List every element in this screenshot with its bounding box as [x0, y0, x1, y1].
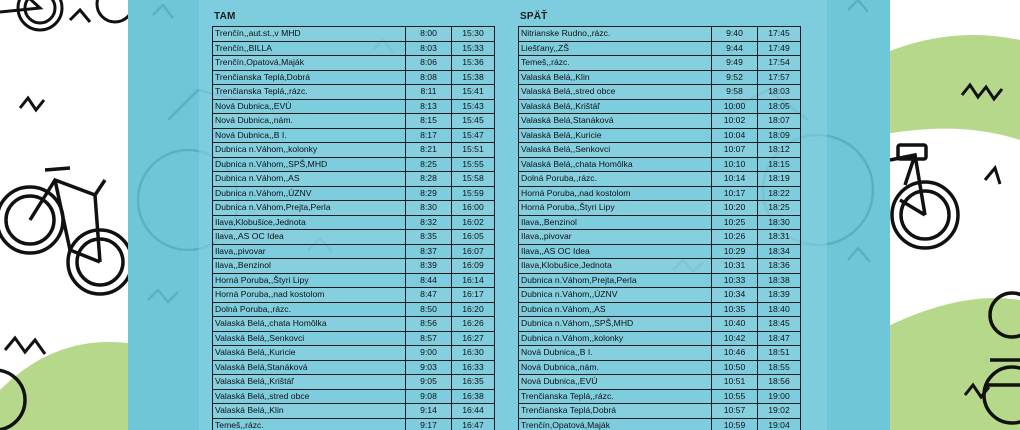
stop-name: Trenčín,,BILLA [213, 41, 406, 56]
departure-time-afternoon: 18:09 [758, 128, 801, 143]
departure-time-morning: 10:34 [712, 288, 758, 303]
departure-time-afternoon: 15:58 [452, 172, 495, 187]
stop-name: Valaská Belá,,Krištáľ [213, 375, 406, 390]
stop-name: Valaská Belá,,Klin [213, 404, 406, 419]
table-row [213, 360, 495, 375]
departure-time-morning: 10:57 [712, 404, 758, 419]
departure-time-afternoon: 18:31 [758, 230, 801, 245]
departure-time-morning: 8:21 [406, 143, 452, 158]
stop-name: Valaská Belá,Stanáková [213, 360, 406, 375]
table-row [213, 404, 495, 419]
table-row [519, 375, 801, 390]
departure-time-afternoon: 16:05 [452, 230, 495, 245]
departure-time-morning: 10:29 [712, 244, 758, 259]
departure-time-morning: 9:44 [712, 41, 758, 56]
departure-time-morning: 8:35 [406, 230, 452, 245]
green-hill-right-top [880, 35, 1020, 140]
table-row [213, 215, 495, 230]
stop-name: Trenčín,Opatová,Maják [519, 418, 712, 430]
departure-time-afternoon: 18:15 [758, 157, 801, 172]
stop-name: Temeš,,rázc. [519, 56, 712, 71]
departure-time-morning: 8:28 [406, 172, 452, 187]
stop-name: Ilava,,Benzinol [213, 259, 406, 274]
stop-name: Nová Dubnica,,nám. [519, 360, 712, 375]
table-row [519, 288, 801, 303]
table-row [519, 259, 801, 274]
departure-time-afternoon: 16:17 [452, 288, 495, 303]
stop-name: Valaská Belá,,Kuricie [519, 128, 712, 143]
departure-time-morning: 8:37 [406, 244, 452, 259]
departure-time-morning: 10:50 [712, 360, 758, 375]
table-row [213, 259, 495, 274]
departure-time-afternoon: 15:36 [452, 56, 495, 71]
departure-time-afternoon: 18:25 [758, 201, 801, 216]
departure-time-morning: 10:17 [712, 186, 758, 201]
heading-spat: SPÄŤ [520, 11, 548, 22]
departure-time-afternoon: 18:19 [758, 172, 801, 187]
stop-name: Horná Poruba,,nad kostolom [213, 288, 406, 303]
stop-name: Ilava,,Benzinol [519, 215, 712, 230]
stop-name: Dubnica n.Váhom,,AS [519, 302, 712, 317]
departure-time-morning: 8:15 [406, 114, 452, 129]
table-row [213, 288, 495, 303]
departure-time-afternoon: 16:00 [452, 201, 495, 216]
departure-time-afternoon: 19:04 [758, 418, 801, 430]
departure-time-morning: 9:14 [406, 404, 452, 419]
departure-time-afternoon: 18:47 [758, 331, 801, 346]
table-row [519, 389, 801, 404]
departure-time-afternoon: 15:51 [452, 143, 495, 158]
green-hill-right-bottom [880, 298, 1020, 430]
table-row [519, 143, 801, 158]
departure-time-morning: 8:57 [406, 331, 452, 346]
table-row [519, 70, 801, 85]
stop-name: Valaská Belá,,Senkovci [213, 331, 406, 346]
bicycle-icon [890, 145, 958, 248]
table-row [213, 56, 495, 71]
stop-name: Nová Dubnica,,EVÚ [213, 99, 406, 114]
table-row [519, 172, 801, 187]
stop-name: Ilava,Klobušice,Jednota [213, 215, 406, 230]
departure-time-morning: 8:25 [406, 157, 452, 172]
zigzag-scribble-icon [70, 10, 90, 22]
stop-name: Nitrianske Rudno,,rázc. [519, 27, 712, 42]
table-row [519, 41, 801, 56]
departure-time-morning: 9:40 [712, 27, 758, 42]
table-row [213, 70, 495, 85]
table-row [213, 41, 495, 56]
departure-time-morning: 10:55 [712, 389, 758, 404]
heading-tam: TAM [214, 11, 236, 22]
table-row [519, 157, 801, 172]
table-row [519, 404, 801, 419]
departure-time-afternoon: 16:07 [452, 244, 495, 259]
table-row [213, 99, 495, 114]
table-row [213, 143, 495, 158]
departure-time-afternoon: 18:30 [758, 215, 801, 230]
stop-name: Dubnica n.Váhom,,SPŠ,MHD [213, 157, 406, 172]
table-row [519, 128, 801, 143]
departure-time-morning: 10:07 [712, 143, 758, 158]
stop-name: Dolná Poruba,,rázc. [213, 302, 406, 317]
departure-time-afternoon: 16:09 [452, 259, 495, 274]
stop-name: Dubnica n.Váhom,,ÚZNV [213, 186, 406, 201]
departure-time-afternoon: 17:49 [758, 41, 801, 56]
departure-time-morning: 9:08 [406, 389, 452, 404]
table-row [519, 244, 801, 259]
departure-time-morning: 8:39 [406, 259, 452, 274]
departure-time-afternoon: 18:55 [758, 360, 801, 375]
departure-time-afternoon: 15:38 [452, 70, 495, 85]
departure-time-afternoon: 15:59 [452, 186, 495, 201]
stop-name: Horná Poruba,,nad kostolom [519, 186, 712, 201]
table-row [213, 418, 495, 430]
stop-name: Ilava,Klobušice,Jednota [519, 259, 712, 274]
departure-time-afternoon: 18:34 [758, 244, 801, 259]
stop-name: Ilava,,AS OC Idea [519, 244, 712, 259]
stop-name: Valaská Belá,,Senkovci [519, 143, 712, 158]
stop-name: Horná Poruba,,Štyri Lipy [213, 273, 406, 288]
stop-name: Dubnica n.Váhom,Prejta,Perla [213, 201, 406, 216]
stop-name: Trenčín,,aut.st.,v MHD [213, 27, 406, 42]
stop-name: Trenčianska Teplá,,rázc. [519, 389, 712, 404]
departure-time-afternoon: 16:14 [452, 273, 495, 288]
departure-time-morning: 8:44 [406, 273, 452, 288]
departure-time-afternoon: 19:02 [758, 404, 801, 419]
departure-time-morning: 8:30 [406, 201, 452, 216]
stop-name: Trenčianska Teplá,,rázc. [213, 85, 406, 100]
departure-time-morning: 9:05 [406, 375, 452, 390]
table-row [213, 157, 495, 172]
departure-time-afternoon: 18:12 [758, 143, 801, 158]
table-row [213, 186, 495, 201]
departure-time-morning: 8:47 [406, 288, 452, 303]
stop-name: Valaská Belá,,chata Homôlka [213, 317, 406, 332]
departure-time-morning: 10:51 [712, 375, 758, 390]
table-row [519, 201, 801, 216]
timetable-tam [212, 26, 495, 430]
stop-name: Dubnica n.Váhom,,AS [213, 172, 406, 187]
table-row [213, 346, 495, 361]
table-row [213, 244, 495, 259]
stop-name: Dubnica n.Váhom,,SPŠ,MHD [519, 317, 712, 332]
departure-time-morning: 10:20 [712, 201, 758, 216]
departure-time-afternoon: 16:26 [452, 317, 495, 332]
departure-time-morning: 10:40 [712, 317, 758, 332]
departure-time-afternoon: 18:36 [758, 259, 801, 274]
zigzag-scribble-icon [5, 338, 45, 354]
departure-time-afternoon: 18:38 [758, 273, 801, 288]
departure-time-morning: 8:17 [406, 128, 452, 143]
departure-time-morning: 8:00 [406, 27, 452, 42]
departure-time-afternoon: 17:57 [758, 70, 801, 85]
table-row [213, 331, 495, 346]
stop-name: Valaská Belá,,chata Homôlka [519, 157, 712, 172]
departure-time-morning: 10:26 [712, 230, 758, 245]
departure-time-morning: 8:03 [406, 41, 452, 56]
departure-time-morning: 8:29 [406, 186, 452, 201]
table-row [213, 27, 495, 42]
departure-time-morning: 8:08 [406, 70, 452, 85]
table-row [213, 128, 495, 143]
departure-time-afternoon: 16:20 [452, 302, 495, 317]
table-row [519, 273, 801, 288]
stop-name: Dubnica n.Váhom,,ÚZNV [519, 288, 712, 303]
departure-time-afternoon: 16:44 [452, 404, 495, 419]
stop-name: Dubnica n.Váhom,,kolonky [519, 331, 712, 346]
departure-time-afternoon: 18:39 [758, 288, 801, 303]
stop-name: Valaská Belá,,stred obce [519, 85, 712, 100]
departure-time-afternoon: 17:45 [758, 27, 801, 42]
departure-time-afternoon: 16:38 [452, 389, 495, 404]
departure-time-morning: 10:59 [712, 418, 758, 430]
stop-name: Nová Dubnica,,B I. [213, 128, 406, 143]
table-row [519, 346, 801, 361]
departure-time-morning: 10:00 [712, 99, 758, 114]
departure-time-afternoon: 15:43 [452, 99, 495, 114]
stop-name: Nová Dubnica,,nám. [213, 114, 406, 129]
departure-time-afternoon: 15:30 [452, 27, 495, 42]
departure-time-morning: 10:25 [712, 215, 758, 230]
departure-time-morning: 10:31 [712, 259, 758, 274]
departure-time-morning: 10:46 [712, 346, 758, 361]
table-row [213, 317, 495, 332]
departure-time-morning: 9:52 [712, 70, 758, 85]
table-row [213, 114, 495, 129]
departure-time-afternoon: 18:22 [758, 186, 801, 201]
table-row [519, 418, 801, 430]
departure-time-afternoon: 16:47 [452, 418, 495, 430]
stop-name: Valaská Belá,Stanáková [519, 114, 712, 129]
departure-time-morning: 8:13 [406, 99, 452, 114]
departure-time-afternoon: 15:41 [452, 85, 495, 100]
stop-name: Trenčín,Opatová,Maják [213, 56, 406, 71]
departure-time-afternoon: 16:30 [452, 346, 495, 361]
table-row [519, 85, 801, 100]
timetable-spat [518, 26, 801, 430]
departure-time-afternoon: 16:33 [452, 360, 495, 375]
stop-name: Valaská Belá,,stred obce [213, 389, 406, 404]
table-row [519, 27, 801, 42]
bicycle-icon [0, 168, 132, 294]
departure-time-morning: 9:17 [406, 418, 452, 430]
stop-name: Nová Dubnica,,B I. [519, 346, 712, 361]
arrow-scribble-icon [985, 168, 1000, 184]
departure-time-morning: 8:11 [406, 85, 452, 100]
departure-time-afternoon: 18:51 [758, 346, 801, 361]
departure-time-morning: 8:06 [406, 56, 452, 71]
table-row [519, 56, 801, 71]
stop-name: Trenčianska Teplá,Dobrá [213, 70, 406, 85]
departure-time-afternoon: 15:33 [452, 41, 495, 56]
stop-name: Ilava,,pivovar [519, 230, 712, 245]
table-row [213, 375, 495, 390]
stop-name: Valaská Belá,,Klin [519, 70, 712, 85]
table-row [519, 186, 801, 201]
timetable-panel [128, 0, 890, 430]
departure-time-morning: 8:32 [406, 215, 452, 230]
departure-time-afternoon: 16:02 [452, 215, 495, 230]
stop-name: Ilava,,AS OC Idea [213, 230, 406, 245]
departure-time-afternoon: 18:05 [758, 99, 801, 114]
table-row [213, 85, 495, 100]
departure-time-morning: 10:10 [712, 157, 758, 172]
stop-name: Temeš,,rázc. [213, 418, 406, 430]
departure-time-afternoon: 18:40 [758, 302, 801, 317]
table-row [519, 331, 801, 346]
departure-time-afternoon: 15:47 [452, 128, 495, 143]
stop-name: Nová Dubnica,,EVÚ [519, 375, 712, 390]
table-row [213, 230, 495, 245]
stop-name: Valaská Belá,,Krištáľ [519, 99, 712, 114]
table-row [519, 215, 801, 230]
departure-time-morning: 9:49 [712, 56, 758, 71]
departure-time-afternoon: 18:03 [758, 85, 801, 100]
departure-time-morning: 10:42 [712, 331, 758, 346]
table-row [519, 99, 801, 114]
departure-time-morning: 10:35 [712, 302, 758, 317]
departure-time-morning: 10:14 [712, 172, 758, 187]
table-row [213, 302, 495, 317]
departure-time-afternoon: 16:35 [452, 375, 495, 390]
table-row [213, 273, 495, 288]
departure-time-afternoon: 18:45 [758, 317, 801, 332]
departure-time-morning: 10:33 [712, 273, 758, 288]
table-row [519, 114, 801, 129]
table-row [519, 230, 801, 245]
departure-time-afternoon: 19:00 [758, 389, 801, 404]
departure-time-morning: 10:04 [712, 128, 758, 143]
stop-name: Liešťany,,ZŠ [519, 41, 712, 56]
departure-time-morning: 8:50 [406, 302, 452, 317]
stop-name: Dolná Poruba,,rázc. [519, 172, 712, 187]
departure-time-morning: 10:02 [712, 114, 758, 129]
table-row [213, 201, 495, 216]
departure-time-morning: 9:00 [406, 346, 452, 361]
stop-name: Valaská Belá,,Kuricie [213, 346, 406, 361]
stop-name: Ilava,,pivovar [213, 244, 406, 259]
departure-time-afternoon: 17:54 [758, 56, 801, 71]
departure-time-afternoon: 18:56 [758, 375, 801, 390]
table-row [213, 172, 495, 187]
stop-name: Trenčianska Teplá,Dobrá [519, 404, 712, 419]
departure-time-afternoon: 15:55 [452, 157, 495, 172]
departure-time-morning: 8:56 [406, 317, 452, 332]
table-row [519, 360, 801, 375]
departure-time-morning: 9:58 [712, 85, 758, 100]
bicycle-icon [0, 0, 133, 30]
stop-name: Dubnica n.Váhom,,kolonky [213, 143, 406, 158]
departure-time-afternoon: 16:27 [452, 331, 495, 346]
stop-name: Horná Poruba,,Štyri Lipy [519, 201, 712, 216]
stop-name: Dubnica n.Váhom,Prejta,Perla [519, 273, 712, 288]
departure-time-morning: 9:03 [406, 360, 452, 375]
table-row [519, 302, 801, 317]
departure-time-afternoon: 18:07 [758, 114, 801, 129]
table-row [519, 317, 801, 332]
table-row [213, 389, 495, 404]
departure-time-afternoon: 15:45 [452, 114, 495, 129]
